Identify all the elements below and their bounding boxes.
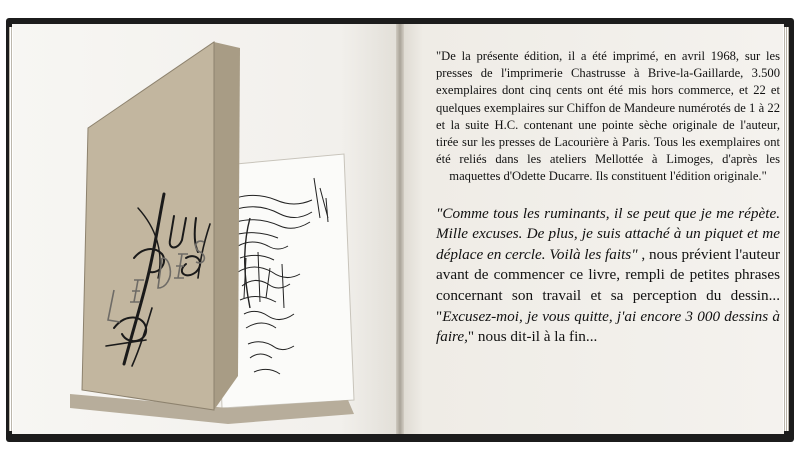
page-edges-right (783, 27, 789, 431)
quote-paragraph (436, 204, 780, 348)
quote-text-1: , nous prévient l'auteur avant de commencer ce livre, rempli de petites phrases concernant son travail et sa perception du dessin... " (436, 245, 781, 325)
page-edges-left (9, 27, 13, 431)
quote-italic-1: "Comme tous les ruminants, il se peut que je me répète. Mille excuses. De plus, je suis attaché à un piquet et me déplace en cercle. Voilà les faits" (436, 204, 780, 263)
book-spine (214, 42, 240, 410)
book-gutter (396, 24, 404, 434)
right-page-text (436, 48, 780, 348)
book-photo (14, 28, 394, 430)
colophon-paragraph: "De la présente édition, il a été imprimé, en avril 1968, sur les presses de l'imprimerie Chastrusse à Brive-la-Gaillarde, 3.500 exemplaires dont cinq cents ont été mis hors commerce, et 22 et quelques exemplaires sur Chiffon de Mandeure numérotés de 1 à 22 et la suite H.C. contenant une pointe sèche originale de l'auteur, tirée sur les presses de Lacourière à Paris. Tous les exemplaires ont été reliés dans les ateliers Mellottée à Limoges, d'après les maquettes d'Odette Ducarre. Ils constituent l'édition originale." (436, 49, 780, 184)
quote-italic-2: Excusez-moi, je vous quitte, j'ai encore 3 000 dessins à faire, (436, 307, 780, 346)
quote-text-2: " nous dit-il à la fin... (467, 328, 598, 346)
